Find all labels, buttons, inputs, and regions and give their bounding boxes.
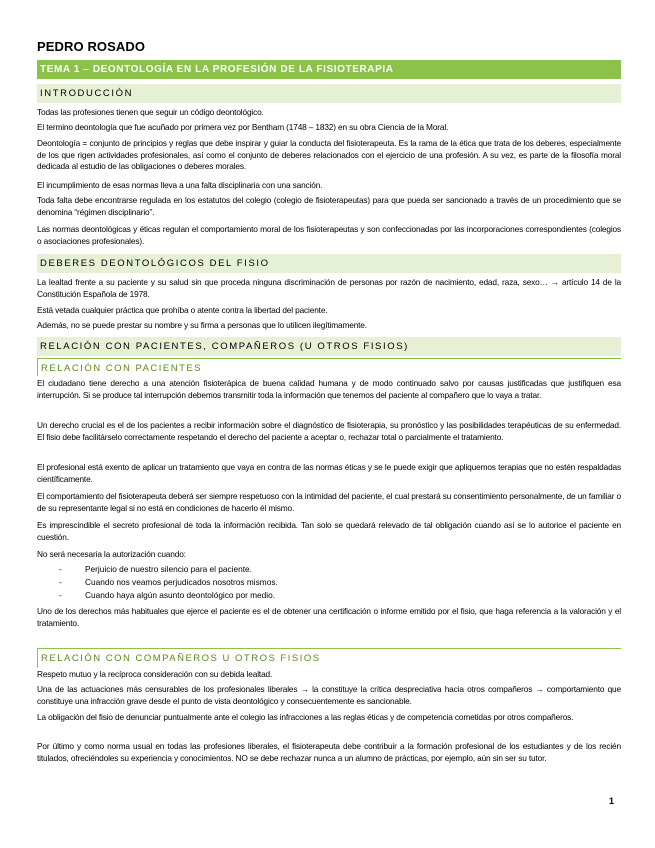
- subsection-heading-companeros: RELACIÓN CON COMPAÑEROS U OTROS FISIOS: [37, 648, 621, 668]
- deberes-paragraph: Está vetada cualquier práctica que prohíba o atente contra la libertad del paciente.: [37, 305, 328, 315]
- intro-paragraph: El termino deontología que fue acuñado por primera vez por Bentham (1748 – 1832) en su obra Ciencia de la Moral.: [37, 122, 449, 132]
- pacientes-paragraph: Es imprescindible el secreto profesional de toda la información recibida. Tan solo se quedará relevado de tal obligación cuando así se lo autorice el paciente en cuestión.: [37, 520, 621, 542]
- intro-paragraph: Toda falta debe encontrarse regulada en los estatutos del colegio (colegio de fisioterapeutas) para que pueda ser sancionado a través de un procedimiento que se denomina “régimen disciplinario”.: [37, 195, 621, 217]
- companeros-paragraph: Por último y como norma usual en todas las profesiones liberales, el fisioterapeuta debe contribuir a la formación profesional de los estudiantes y de los recién titulados, ofreciéndoles su experiencia y conocimientos. NO se debe rechazar nunca a un alumno de prácticas, por ejemplo, aún sin ser su tutor.: [37, 741, 621, 763]
- companeros-paragraph: La obligación del fisio de denunciar puntualmente ante el colegio las infracciones a las reglas éticas y de competencia cometidas por otros compañeros.: [37, 712, 574, 722]
- topic-title-bar: TEMA 1 – DEONTOLOGÍA EN LA PROFESIÓN DE LA FISIOTERAPIA: [37, 60, 621, 79]
- companeros-paragraph: Una de las actuaciones más censurables de los profesionales liberales → la constituye la crítica despreciativa hacia otros compañeros → comportamiento que constituye una infracción grave desde el punto de vista deontológico y consecuentemente es sancionable.: [37, 684, 621, 706]
- list-item: [59, 564, 252, 576]
- intro-paragraph: Las normas deontológicas y éticas regulan el comportamiento moral de los fisioterapeutas y son confeccionadas por las incorporaciones correspondientes (colegios o asociaciones profesionales).: [37, 224, 621, 246]
- deberes-paragraph: Además, no se puede prestar su nombre y su firma a personas que lo utilicen ilegítimamente.: [37, 320, 367, 330]
- list-bullet: -: [59, 577, 62, 587]
- list-bullet: -: [59, 564, 62, 574]
- intro-paragraph: Deontología = conjunto de principios y reglas que debe inspirar y guiar la conducta del fisioterapeuta. Es la rama de la ética que trata de los deberes, especialmente de los que rigen actividades profesionales, así como el conjunto de deberes relacionados con el ejercicio de una profesión. A su vez, es parte de la filosofía moral dedicada al estudio de las obligaciones o deberes morales.: [37, 138, 621, 172]
- section-heading-introduccion: INTRODUCCIÓN: [37, 84, 621, 103]
- intro-paragraph: Todas las profesiones tienen que seguir un código deontológico.: [37, 107, 264, 117]
- page-number: 1: [609, 796, 615, 806]
- list-item: [59, 590, 275, 602]
- pacientes-paragraph: El comportamiento del fisioterapeuta deberá ser siempre respetuoso con la intimidad del paciente, el cual prestará su consentimiento personalmente, de un familiar o de su representante legal si no está en condiciones de hacerlo él mismo.: [37, 491, 621, 513]
- list-item-text: Cuando nos veamos perjudicados nosotros mismos.: [85, 577, 278, 587]
- pacientes-paragraph: Un derecho crucial es el de los pacientes a recibir información sobre el diagnóstico de fisioterapia, su pronóstico y las posibilidades terapéuticas de su enfermedad. El fisio debe facilitárselo correctamente respetando el derecho del paciente a aceptar o, rechazar total o parcialmente el tratamiento.: [37, 420, 621, 442]
- section-heading-deberes: DEBERES DEONTOLÓGICOS DEL FISIO: [37, 254, 621, 273]
- pacientes-paragraph: El profesional está exento de aplicar un tratamiento que vaya en contra de las normas éticas y se le puede exigir que apliquemos terapias que no estén respaldadas científicamente.: [37, 462, 621, 484]
- author-name: PEDRO ROSADO: [37, 39, 146, 54]
- subsection-heading-pacientes: RELACIÓN CON PACIENTES: [37, 358, 621, 376]
- list-bullet: -: [59, 590, 62, 600]
- pacientes-paragraph: Uno de los derechos más habituales que ejerce el paciente es el de obtener una certificación o informe emitido por el fisio, que haga referencia a la valoración y el tratamiento.: [37, 606, 621, 628]
- list-item: [59, 577, 278, 589]
- companeros-paragraph: Respeto mutuo y la recíproca consideración con su debida lealtad.: [37, 669, 273, 679]
- list-item-text: Cuando haya algún asunto deontológico por medio.: [85, 590, 276, 600]
- deberes-paragraph: La lealtad frente a su paciente y su salud sin que proceda ninguna discriminación de personas por razón de nacimiento, edad, raza, sexo… → artículo 14 de la Constitución Española de 1978.: [37, 277, 621, 299]
- pacientes-paragraph: El ciudadano tiene derecho a una atención fisioterápica de buena calidad humana y de modo continuado salvo por causas justificadas que justifiquen esa interrupción. Si se produce tal interrupción debemos transmitir toda la información que tenemos del paciente al compañero que lo vaya a tratar.: [37, 378, 621, 400]
- intro-paragraph: El incumplimiento de esas normas lleva a una falta disciplinaria con una sanción.: [37, 180, 323, 190]
- list-item-text: Perjuicio de nuestro silencio para el paciente.: [85, 564, 252, 574]
- section-heading-relacion: RELACIÓN CON PACIENTES, COMPAÑEROS (U OTROS FISIOS): [37, 337, 621, 356]
- pacientes-paragraph: No será necesaria la autorización cuando:: [37, 549, 186, 559]
